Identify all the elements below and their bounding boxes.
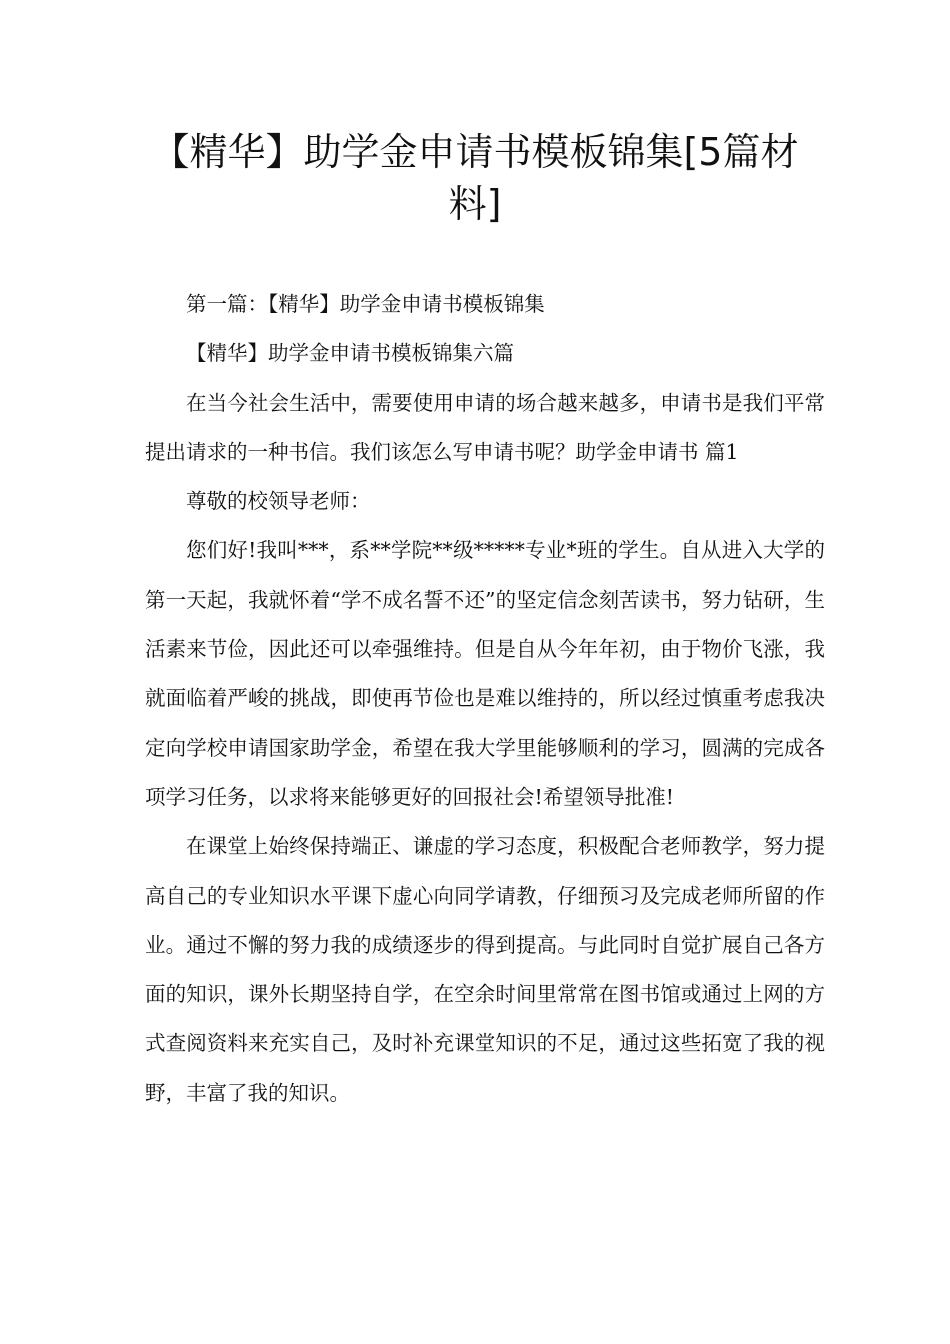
body-paragraph: 您们好!我叫***，系**学院**级*****专业*班的学生。自从进入大学的第一天起，我就怀着“学不成名誓不还”的坚定信念刻苦读书，努力钻研，生活素来节俭，因此还可以牵强维持。但是自从今年年初，由于物价飞涨，我就面临着严峻的挑战，即使再节俭也是难以维持的，所以经过慎重考虑我决定向学校申请国家助学金，希望在我大学里能够顺利的学习，圆满的完成各项学习任务，以求将来能够更好的回报社会!希望领导批准! [145,538,825,809]
salutation: 尊敬的校领导老师： [186,489,371,514]
section-heading: 第一篇：【精华】助学金申请书模板锦集 [186,292,545,316]
body-paragraph: 在课堂上始终保持端正、谦虚的学习态度，积极配合老师教学，努力提高自己的专业知识水平课下虚心向同学请教，仔细预习及完成老师所留的作业。通过不懈的努力我的成绩逐步的得到提高。与此同时自觉扩展自己各方面的知识，课外长期坚持自学，在空余时间里常常在图书馆或通过上网的方式查阅资料来充实自己，及时补充课堂知识的不足，通过这些拓宽了我的视野，丰富了我的知识。 [145,834,825,1105]
document-body [145,280,825,1118]
intro-paragraph: 在当今社会生活中，需要使用申请的场合越来越多，申请书是我们平常提出请求的一种书信。我们该怎么写申请书呢？助学金申请书 篇1 [145,390,825,464]
subsection-heading: 【精华】助学金申请书模板锦集六篇 [186,341,514,366]
document-title: 【精华】助学金申请书模板锦集[5篇材料] [151,130,799,226]
